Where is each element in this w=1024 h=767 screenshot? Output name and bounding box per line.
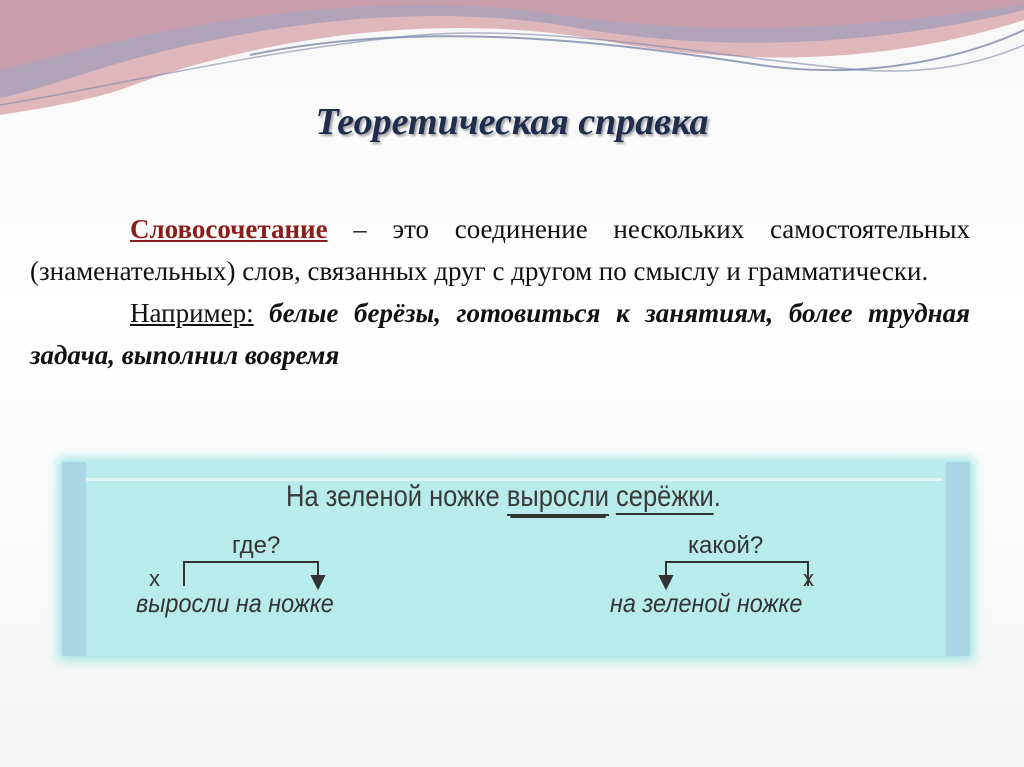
right-head-marker: х bbox=[803, 566, 814, 591]
example-list: белые берёзы, готовиться к занятиям, более трудная задача, выполнил вовремя bbox=[30, 298, 970, 370]
left-head-marker: х bbox=[149, 566, 160, 591]
panel-right-stripe bbox=[946, 462, 970, 656]
right-question: какой? bbox=[688, 532, 764, 559]
right-phrase: на зеленой ножке bbox=[610, 588, 803, 618]
sentence-subject: серёжки bbox=[616, 480, 714, 513]
panel-left-stripe bbox=[62, 462, 86, 656]
definition-block bbox=[30, 208, 970, 376]
sentence-start: На зеленой ножке bbox=[286, 480, 507, 513]
example-paragraph bbox=[30, 292, 970, 376]
definition-text: – это соединение нескольких самостоятельных (знаменательных) слов, связанных друг с другом по смыслу и грамматически. bbox=[30, 214, 970, 286]
example-sentence bbox=[286, 480, 721, 514]
example-label: Например: bbox=[130, 298, 254, 328]
left-phrase: выросли на ножке bbox=[136, 588, 334, 618]
sentence-predicate: выросли bbox=[507, 480, 609, 516]
term-word: Словосочетание bbox=[130, 214, 328, 244]
slide-title: Теоретическая справка bbox=[315, 101, 709, 143]
definition-paragraph bbox=[30, 208, 970, 292]
left-question: где? bbox=[232, 532, 281, 559]
sentence-end: . bbox=[713, 480, 721, 513]
